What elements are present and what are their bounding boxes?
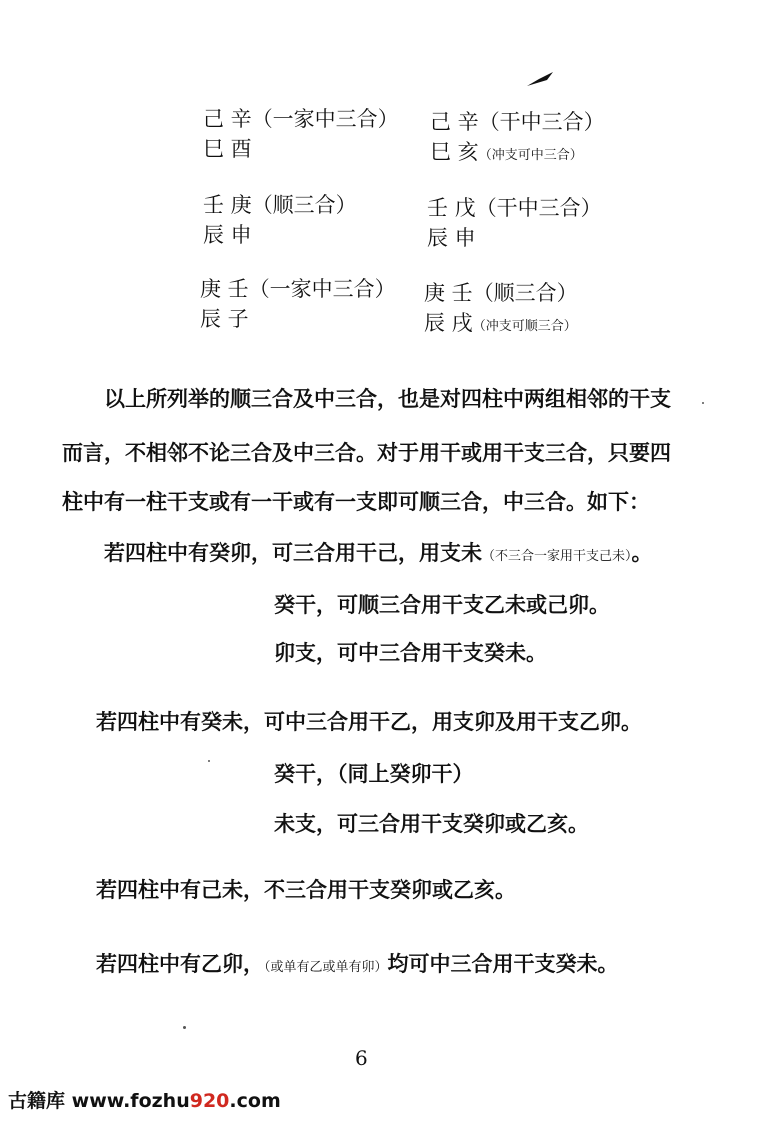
example-branches: 辰 戌 bbox=[424, 311, 473, 335]
example-left-1 bbox=[203, 104, 399, 164]
example-left-3 bbox=[200, 274, 396, 334]
case-4-note: （或单有乙或单有卯） bbox=[264, 960, 388, 975]
example-note: （一家中三合） bbox=[251, 107, 399, 131]
example-branches: 巳 酉 bbox=[203, 137, 252, 161]
case-4-main bbox=[96, 948, 619, 978]
paragraph-line-1: 以上所列举的顺三合及中三合，也是对四柱中两组相邻的干支 bbox=[104, 386, 671, 411]
example-note: （干中三合） bbox=[475, 196, 602, 220]
example-right-1 bbox=[430, 107, 605, 167]
example-left-2 bbox=[203, 190, 357, 250]
case-1-note: （不三合一家用干支己未） bbox=[482, 549, 632, 564]
example-stems: 壬 庚 bbox=[203, 193, 252, 217]
example-right-2 bbox=[427, 193, 602, 253]
watermark-url-prefix: www.fozhu bbox=[71, 1090, 190, 1112]
example-stems: 壬 戊 bbox=[427, 196, 476, 220]
case-1-sub-1: 癸干，可顺三合用干支乙未或己卯。 bbox=[274, 592, 610, 617]
case-1-sub-2: 卯支，可中三合用干支癸未。 bbox=[274, 640, 547, 665]
scan-speck bbox=[702, 402, 704, 404]
example-note: （顺三合） bbox=[251, 193, 357, 217]
watermark-brand: 古籍库 bbox=[8, 1090, 66, 1112]
case-3-main: 若四柱中有己未，不三合用干支癸卯或乙亥。 bbox=[96, 877, 516, 902]
example-branches: 巳 亥 bbox=[430, 140, 479, 164]
example-branch-note: （冲支可顺三合） bbox=[472, 319, 577, 334]
example-stems: 己 辛 bbox=[203, 107, 252, 131]
ink-mark bbox=[525, 70, 555, 88]
example-branches: 辰 申 bbox=[203, 223, 252, 247]
scan-speck bbox=[208, 760, 210, 762]
example-stems: 庚 壬 bbox=[200, 277, 249, 301]
case-2-sub-2: 未支，可三合用干支癸卯或乙亥。 bbox=[274, 811, 589, 836]
case-2-main: 若四柱中有癸未，可中三合用干乙，用支卯及用干支乙卯。 bbox=[96, 709, 642, 734]
example-stems: 庚 壬 bbox=[424, 281, 473, 305]
example-branch-note: （冲支可中三合） bbox=[478, 148, 583, 163]
watermark-url-suffix: .com bbox=[229, 1090, 281, 1112]
watermark-url-digits: 920 bbox=[189, 1090, 230, 1112]
page-number: 6 bbox=[355, 1046, 368, 1070]
example-right-3 bbox=[424, 278, 578, 338]
case-1-end: 。 bbox=[631, 540, 653, 565]
case-4-text-b: 均可中三合用干支癸未。 bbox=[387, 951, 619, 976]
example-branches: 辰 申 bbox=[427, 226, 476, 250]
case-1-text: 若四柱中有癸卯，可三合用干己，用支未 bbox=[104, 540, 482, 565]
paragraph-line-3: 柱中有一柱干支或有一干或有一支即可顺三合，中三合。如下： bbox=[62, 489, 650, 514]
example-note: （干中三合） bbox=[478, 110, 605, 134]
example-note: （顺三合） bbox=[472, 281, 578, 305]
example-branches: 辰 子 bbox=[200, 307, 249, 331]
example-note: （一家中三合） bbox=[248, 277, 396, 301]
paragraph-line-2: 而言，不相邻不论三合及中三合。对于用干或用干支三合，只要四 bbox=[62, 440, 671, 465]
case-2-sub-1: 癸干，（同上癸卯干） bbox=[274, 761, 474, 786]
watermark-footer bbox=[8, 1086, 281, 1113]
case-4-text-a: 若四柱中有乙卯， bbox=[96, 951, 264, 976]
example-stems: 己 辛 bbox=[430, 110, 479, 134]
case-1-main bbox=[104, 537, 653, 567]
scan-speck bbox=[183, 1026, 186, 1029]
